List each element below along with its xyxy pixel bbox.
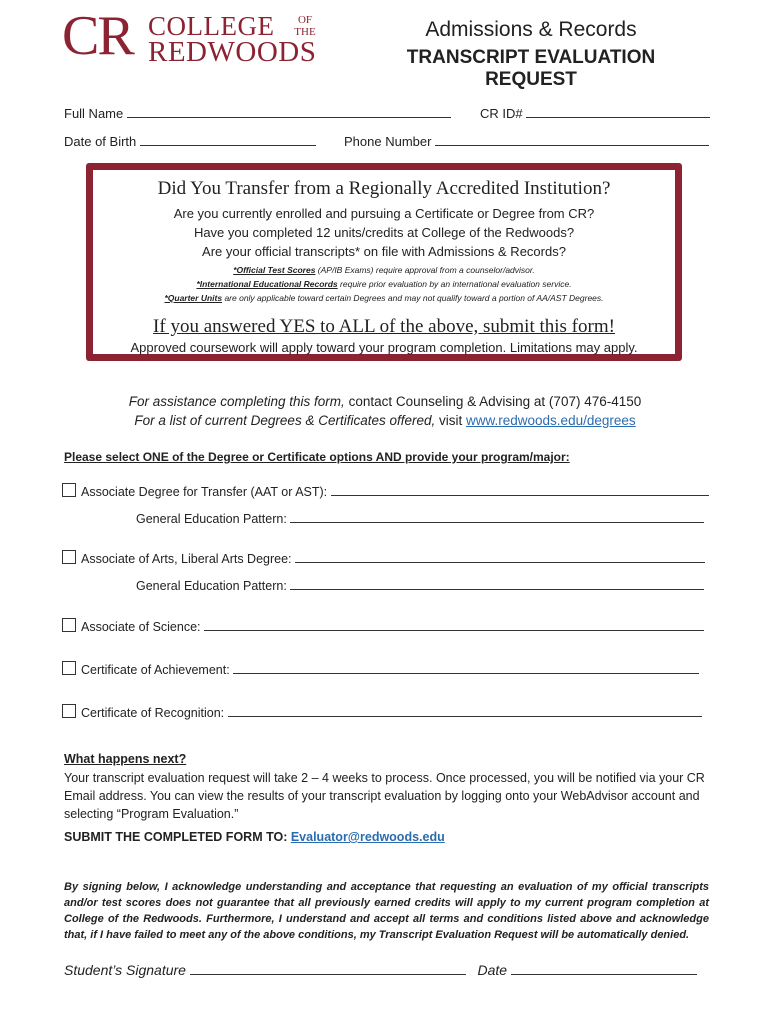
coa-line[interactable] bbox=[233, 660, 699, 674]
option-aat[interactable] bbox=[62, 482, 709, 499]
submit-line: SUBMIT THE COMPLETED FORM TO: Evaluator@redwoods.edu bbox=[64, 830, 445, 844]
options-heading: Please select ONE of the Degree or Certificate options AND provide your program/major: bbox=[64, 450, 570, 464]
as-line[interactable] bbox=[204, 617, 704, 631]
dob-label: Date of Birth bbox=[64, 134, 137, 149]
aa-label: Associate of Arts, Liberal Arts Degree: bbox=[81, 552, 292, 566]
full-name-line[interactable] bbox=[127, 104, 451, 118]
phone-line[interactable] bbox=[435, 132, 709, 146]
option-as[interactable] bbox=[62, 617, 704, 634]
aat-label: Associate Degree for Transfer (AAT or AST): bbox=[81, 485, 328, 499]
note-quarter-units: *Quarter Units are only applicable toward certain Degrees and may not qualify toward a portion of AA/AST Degrees. bbox=[164, 293, 604, 303]
college-logo bbox=[62, 5, 322, 68]
eligibility-box-inner bbox=[92, 169, 676, 355]
signature-row bbox=[64, 959, 697, 978]
option-coa[interactable] bbox=[62, 660, 699, 677]
next-heading: What happens next? bbox=[64, 752, 187, 766]
degrees-link[interactable]: www.redwoods.edu/degrees bbox=[466, 413, 636, 428]
ge2-line[interactable] bbox=[290, 576, 704, 590]
cor-line[interactable] bbox=[228, 703, 702, 717]
eligibility-box bbox=[86, 163, 682, 361]
question-1: Are you currently enrolled and pursuing a Certificate or Degree from CR? bbox=[173, 206, 595, 221]
aa-line[interactable] bbox=[295, 549, 705, 563]
logo-college: COLLEGE bbox=[148, 11, 275, 41]
ge-pattern-2[interactable] bbox=[136, 576, 704, 593]
dob-line[interactable] bbox=[140, 132, 316, 146]
note-test-scores: *Official Test Scores (AP/IB Exams) require approval from a counselor/advisor. bbox=[233, 265, 535, 275]
as-label: Associate of Science: bbox=[81, 620, 201, 634]
degrees-line: For a list of current Degrees & Certificates offered, visit www.redwoods.edu/degrees bbox=[134, 413, 636, 428]
ge-pattern-1[interactable] bbox=[136, 509, 704, 526]
ge1-line[interactable] bbox=[290, 509, 704, 523]
form-title: TRANSCRIPT EVALUATION REQUEST bbox=[406, 47, 656, 90]
next-body: Your transcript evaluation request will take 2 – 4 weeks to process. Once processed, you will be notified via your CR Email address. You can view the results of your transcript evaluation by logging onto your WebAdvisor account and selecting “Program Evaluation.” bbox=[64, 771, 705, 821]
option-cor[interactable] bbox=[62, 703, 702, 720]
cor-checkbox[interactable] bbox=[62, 704, 76, 718]
cor-label: Certificate of Recognition: bbox=[81, 706, 225, 720]
aat-line[interactable] bbox=[331, 482, 709, 496]
note-international: *International Educational Records require prior evaluation by an international evaluation service. bbox=[196, 279, 572, 289]
full-name-label: Full Name bbox=[64, 106, 124, 121]
aat-checkbox[interactable] bbox=[62, 483, 76, 497]
phone-label: Phone Number bbox=[344, 134, 432, 149]
phone-field[interactable] bbox=[344, 132, 709, 149]
yes-heading: If you answered YES to ALL of the above, submit this form! bbox=[153, 316, 615, 337]
dob-field[interactable] bbox=[64, 132, 316, 149]
coa-checkbox[interactable] bbox=[62, 661, 76, 675]
logo-of-the: OF THE bbox=[294, 14, 316, 38]
coa-label: Certificate of Achievement: bbox=[81, 663, 230, 677]
aa-checkbox[interactable] bbox=[62, 550, 76, 564]
option-aa[interactable] bbox=[62, 549, 705, 566]
logo-cr: CR bbox=[62, 5, 133, 67]
cr-id-label: CR ID# bbox=[480, 106, 523, 121]
box-title: Did You Transfer from a Regionally Accredited Institution? bbox=[157, 178, 611, 199]
as-checkbox[interactable] bbox=[62, 618, 76, 632]
signature-line[interactable] bbox=[190, 959, 466, 975]
full-name-field[interactable] bbox=[64, 104, 451, 121]
assistance-line: For assistance completing this form, contact Counseling & Advising at (707) 476-4150 bbox=[128, 394, 642, 409]
question-2: Have you completed 12 units/credits at College of the Redwoods? bbox=[193, 225, 575, 240]
evaluator-email-link[interactable]: Evaluator@redwoods.edu bbox=[290, 830, 445, 844]
ge1-label: General Education Pattern: bbox=[136, 512, 287, 526]
department-title: Admissions & Records bbox=[425, 18, 637, 41]
date-label: Date bbox=[477, 962, 508, 978]
ge2-label: General Education Pattern: bbox=[136, 579, 287, 593]
approved-note: Approved coursework will apply toward your program completion. Limitations may apply. bbox=[130, 340, 638, 355]
question-3: Are your official transcripts* on file with Admissions & Records? bbox=[202, 244, 566, 259]
cr-id-field[interactable] bbox=[480, 104, 710, 121]
signature-label: Student’s Signature bbox=[64, 962, 186, 978]
date-line[interactable] bbox=[511, 959, 697, 975]
logo-redwoods: REDWOODS bbox=[148, 36, 317, 68]
cr-id-line[interactable] bbox=[526, 104, 710, 118]
acknowledgement-text: By signing below, I acknowledge understanding and acceptance that requesting an evaluation of my official transcripts and/or test scores does not guarantee that all previously earned credits will apply to my current program completion at College of the Redwoods. Furthermore, I understand and accept all terms and conditions listed above and acknowledge that, if I have failed to meet any of the above conditions, my Transcript Evaluation Request will be automatically denied. bbox=[64, 881, 709, 941]
